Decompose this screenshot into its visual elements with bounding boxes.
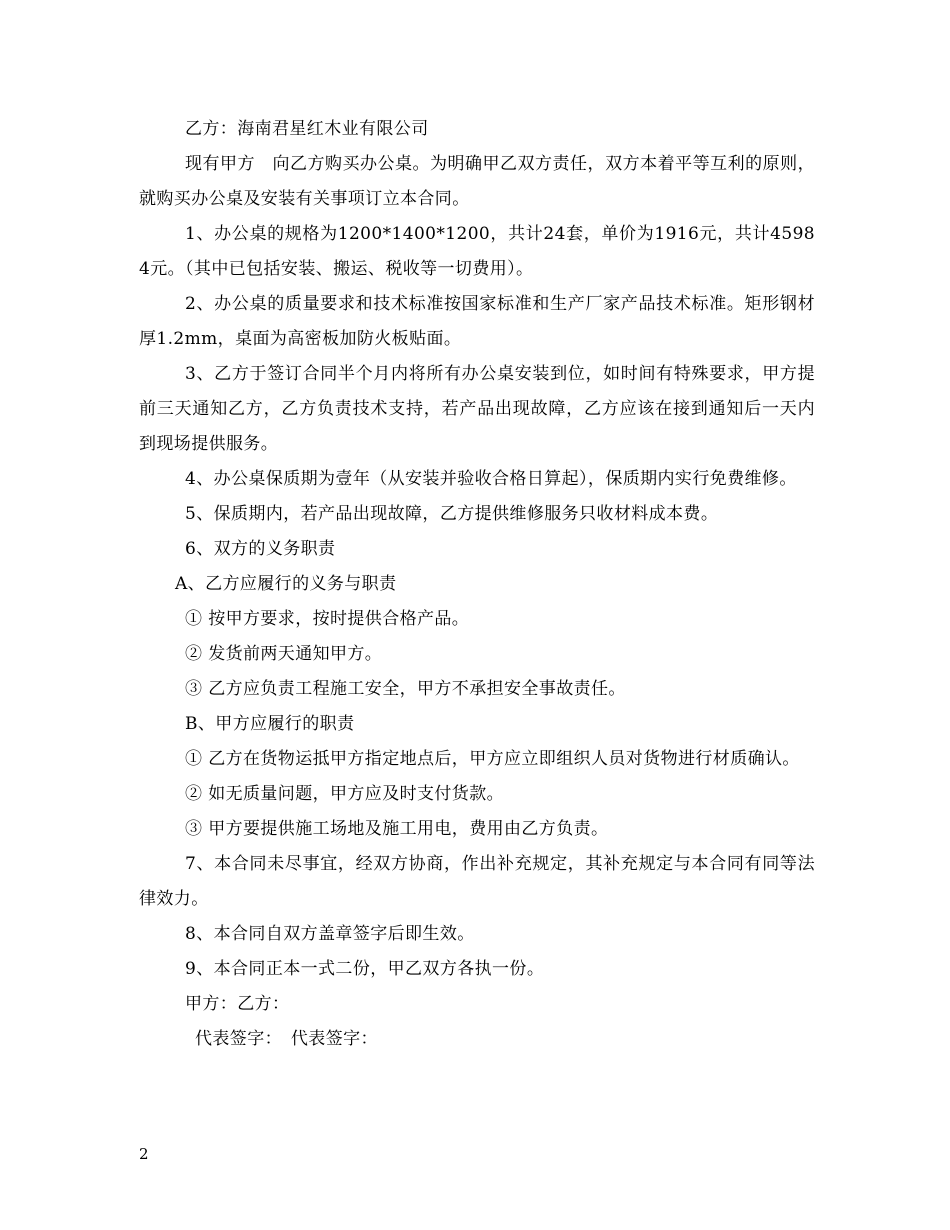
- section-a-heading: A、乙方应履行的义务与职责: [175, 574, 397, 594]
- clause-9: 9、本合同正本一式二份，甲乙双方各执一份。: [185, 959, 545, 979]
- section-b-item-2: ② 如无质量问题，甲方应及时支付货款。: [185, 784, 505, 804]
- clause-6-heading: 6、双方的义务职责: [185, 539, 336, 559]
- section-b-heading: B、甲方应履行的职责: [185, 714, 355, 734]
- clause-3: 3、乙方于签订合同半个月内将所有办公桌安装到位，如时间有特殊要求，甲方提前三天通知乙方，乙方负责技术支持，若产品出现故障，乙方应该在接到通知后一天内到现场提供服务。: [139, 364, 815, 454]
- clause-7: 7、本合同未尽事宜，经双方协商，作出补充规定，其补充规定与本合同有同等法律效力。: [139, 854, 815, 909]
- clause-4: 4、办公桌保质期为壹年（从安装并验收合格日算起），保质期内实行免费维修。: [185, 469, 797, 489]
- clause-8: 8、本合同自双方盖章签字后即生效。: [185, 924, 475, 944]
- page-number: 2: [139, 1145, 149, 1163]
- preamble-paragraph: 现有甲方 向乙方购买办公桌。为明确甲乙双方责任，双方本着平等互利的原则，就购买办公桌及安装有关事项订立本合同。: [139, 154, 815, 209]
- section-a-item-2: ② 发货前两天通知甲方。: [185, 644, 383, 664]
- signature-line: 代表签字： 代表签字：: [195, 1029, 378, 1049]
- contract-body: [139, 112, 815, 1057]
- section-a-item-3: ③ 乙方应负责工程施工安全，甲方不承担安全事故责任。: [185, 679, 626, 699]
- clause-5: 5、保质期内，若产品出现故障，乙方提供维修服务只收材料成本费。: [185, 504, 719, 524]
- section-a-item-1: ① 按甲方要求，按时提供合格产品。: [185, 609, 470, 629]
- clause-1: 1、办公桌的规格为1200*1400*1200，共计24套，单价为1916元，共计45984元。（其中已包括安装、搬运、税收等一切费用）。: [139, 224, 815, 279]
- section-b-item-1: ① 乙方在货物运抵甲方指定地点后，甲方应立即组织人员对货物进行材质确认。: [185, 749, 800, 769]
- clause-2: 2、办公桌的质量要求和技术标准按国家标准和生产厂家产品技术标准。矩形钢材厚1.2mm，桌面为高密板加防火板贴面。: [139, 294, 815, 349]
- section-b-item-3: ③ 甲方要提供施工场地及施工用电，费用由乙方负责。: [185, 819, 609, 839]
- parties-line: 甲方：乙方：: [185, 994, 290, 1014]
- party-b-line: 乙方：海南君星红木业有限公司: [185, 119, 429, 139]
